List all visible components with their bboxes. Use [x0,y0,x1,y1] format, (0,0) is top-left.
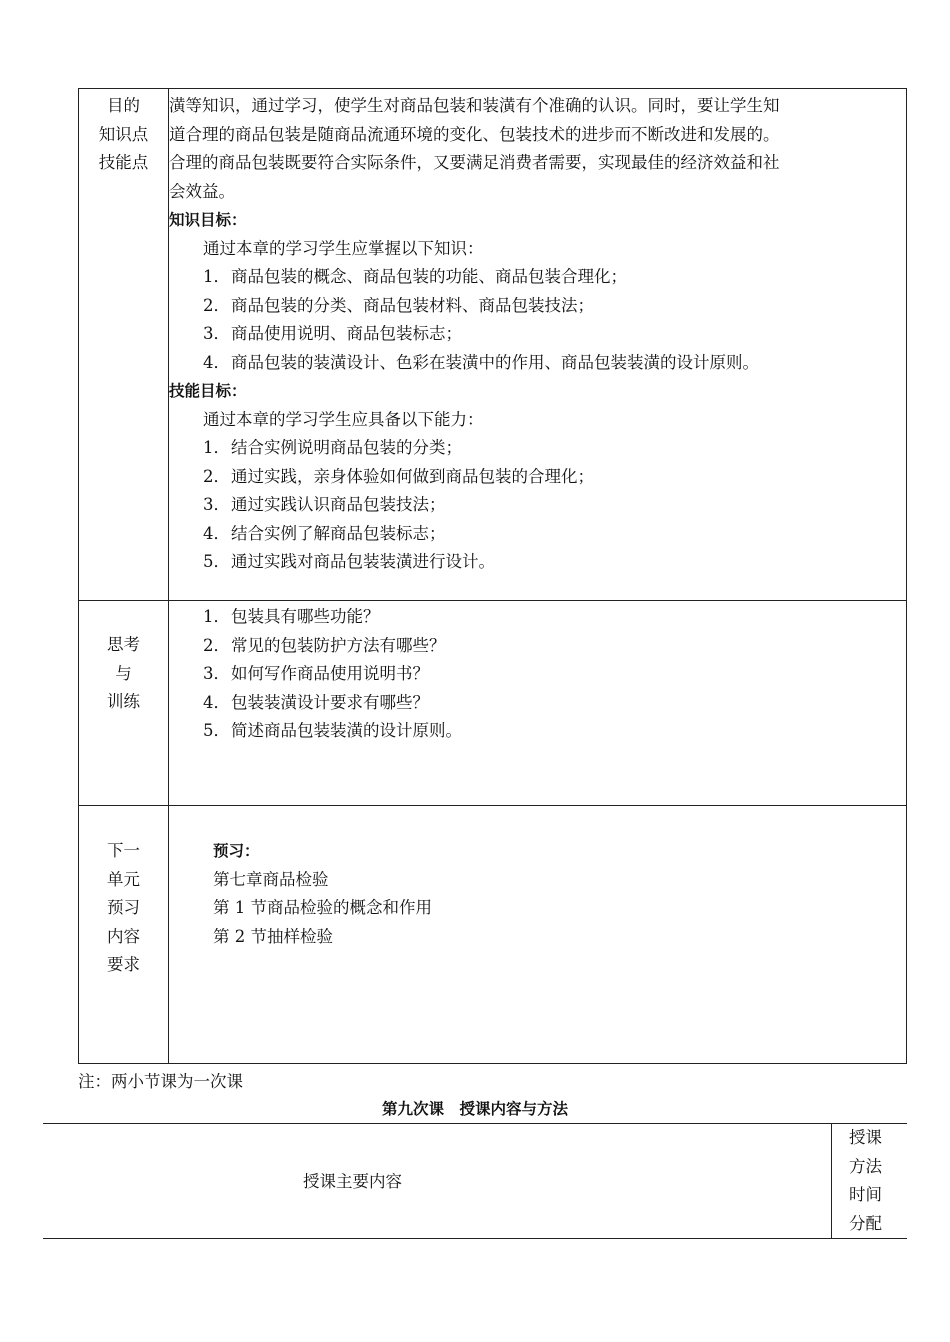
label-line: 要求 [107,955,140,974]
exercises-row [79,601,907,806]
side-label-line: 授课 [849,1128,882,1147]
objectives-content [169,89,907,601]
preview-row [79,806,907,1064]
label-line: 内容 [107,926,140,946]
knowledge-heading: 知识目标： [169,211,247,229]
lesson-plan-table [78,88,907,1064]
preview-line: 第七章商品检验 [213,869,329,889]
footnote: 注：两小节课为一次课 [78,1072,243,1091]
label-line: 单元 [107,869,140,889]
knowledge-item: 3．商品使用说明、商品包装标志； [203,324,462,343]
label-line: 训练 [107,692,140,711]
exercises-label [79,601,169,806]
label-line: 技能点 [98,153,149,172]
exercise-item: 4．包装装潢设计要求有哪些？ [203,692,429,712]
exercise-item: 5．简述商品包装装潢的设计原则。 [203,721,462,740]
exercise-item: 3．如何写作商品使用说明书？ [203,664,429,683]
skill-item: 2．通过实践，亲身体验如何做到商品包装的合理化； [203,466,594,486]
label-line: 目的 [107,96,140,115]
skill-item: 1．结合实例说明商品包装的分类； [203,438,462,457]
lesson-title: 第九次课 授课内容与方法 [381,1100,568,1118]
intro-line: 合理的商品包装既要符合实际条件，又要满足消费者需要，实现最佳的经济效益和社 [169,153,780,172]
objectives-row [79,89,907,601]
intro-line: 道合理的商品包装是随商品流通环境的变化、包装技术的进步而不断改进和发展的。 [169,124,780,144]
preview-line: 第 2 节抽样检验 [213,926,333,946]
knowledge-item: 1．商品包装的概念、商品包装的功能、商品包装合理化； [203,267,627,286]
side-label-line: 分配 [849,1213,882,1233]
label-line: 下一 [107,841,140,860]
knowledge-intro: 通过本章的学习学生应掌握以下知识： [203,238,484,258]
side-label-line: 时间 [849,1185,882,1204]
preview-label [79,806,169,1064]
knowledge-item: 4．商品包装的装潢设计、色彩在装潢中的作用、商品包装装潢的设计原则。 [203,352,759,372]
skill-item: 5．通过实践对商品包装装潢进行设计。 [203,552,495,571]
objectives-label [79,89,169,601]
label-line: 与 [115,663,132,683]
exercise-item: 1．包装具有哪些功能？ [203,607,380,626]
preview-heading: 预习： [213,842,260,860]
side-label-line: 方法 [849,1156,882,1176]
knowledge-item: 2．商品包装的分类、商品包装材料、商品包装技法； [203,295,594,315]
main-content-header [43,1124,832,1238]
intro-line: 潢等知识，通过学习，使学生对商品包装和装潢有个准确的认识。同时，要让学生知 [169,96,780,115]
exercises-content [169,601,907,806]
label-line: 知识点 [98,124,149,144]
skill-item: 3．通过实践认识商品包装技法； [203,495,446,514]
teaching-content-table [43,1123,907,1239]
preview-line: 第 1 节商品检验的概念和作用 [213,898,432,917]
exercise-item: 2．常见的包装防护方法有哪些？ [203,635,446,655]
intro-line: 会效益。 [169,181,235,201]
preview-content [169,806,907,1064]
method-time-header [849,1124,899,1238]
main-content-label: 授课主要内容 [303,1172,402,1191]
skill-item: 4．结合实例了解商品包装标志； [203,523,446,543]
label-line: 思考 [107,635,140,654]
label-line: 预习 [107,898,140,917]
skill-heading: 技能目标： [169,382,247,400]
skill-intro: 通过本章的学习学生应具备以下能力： [203,409,484,429]
